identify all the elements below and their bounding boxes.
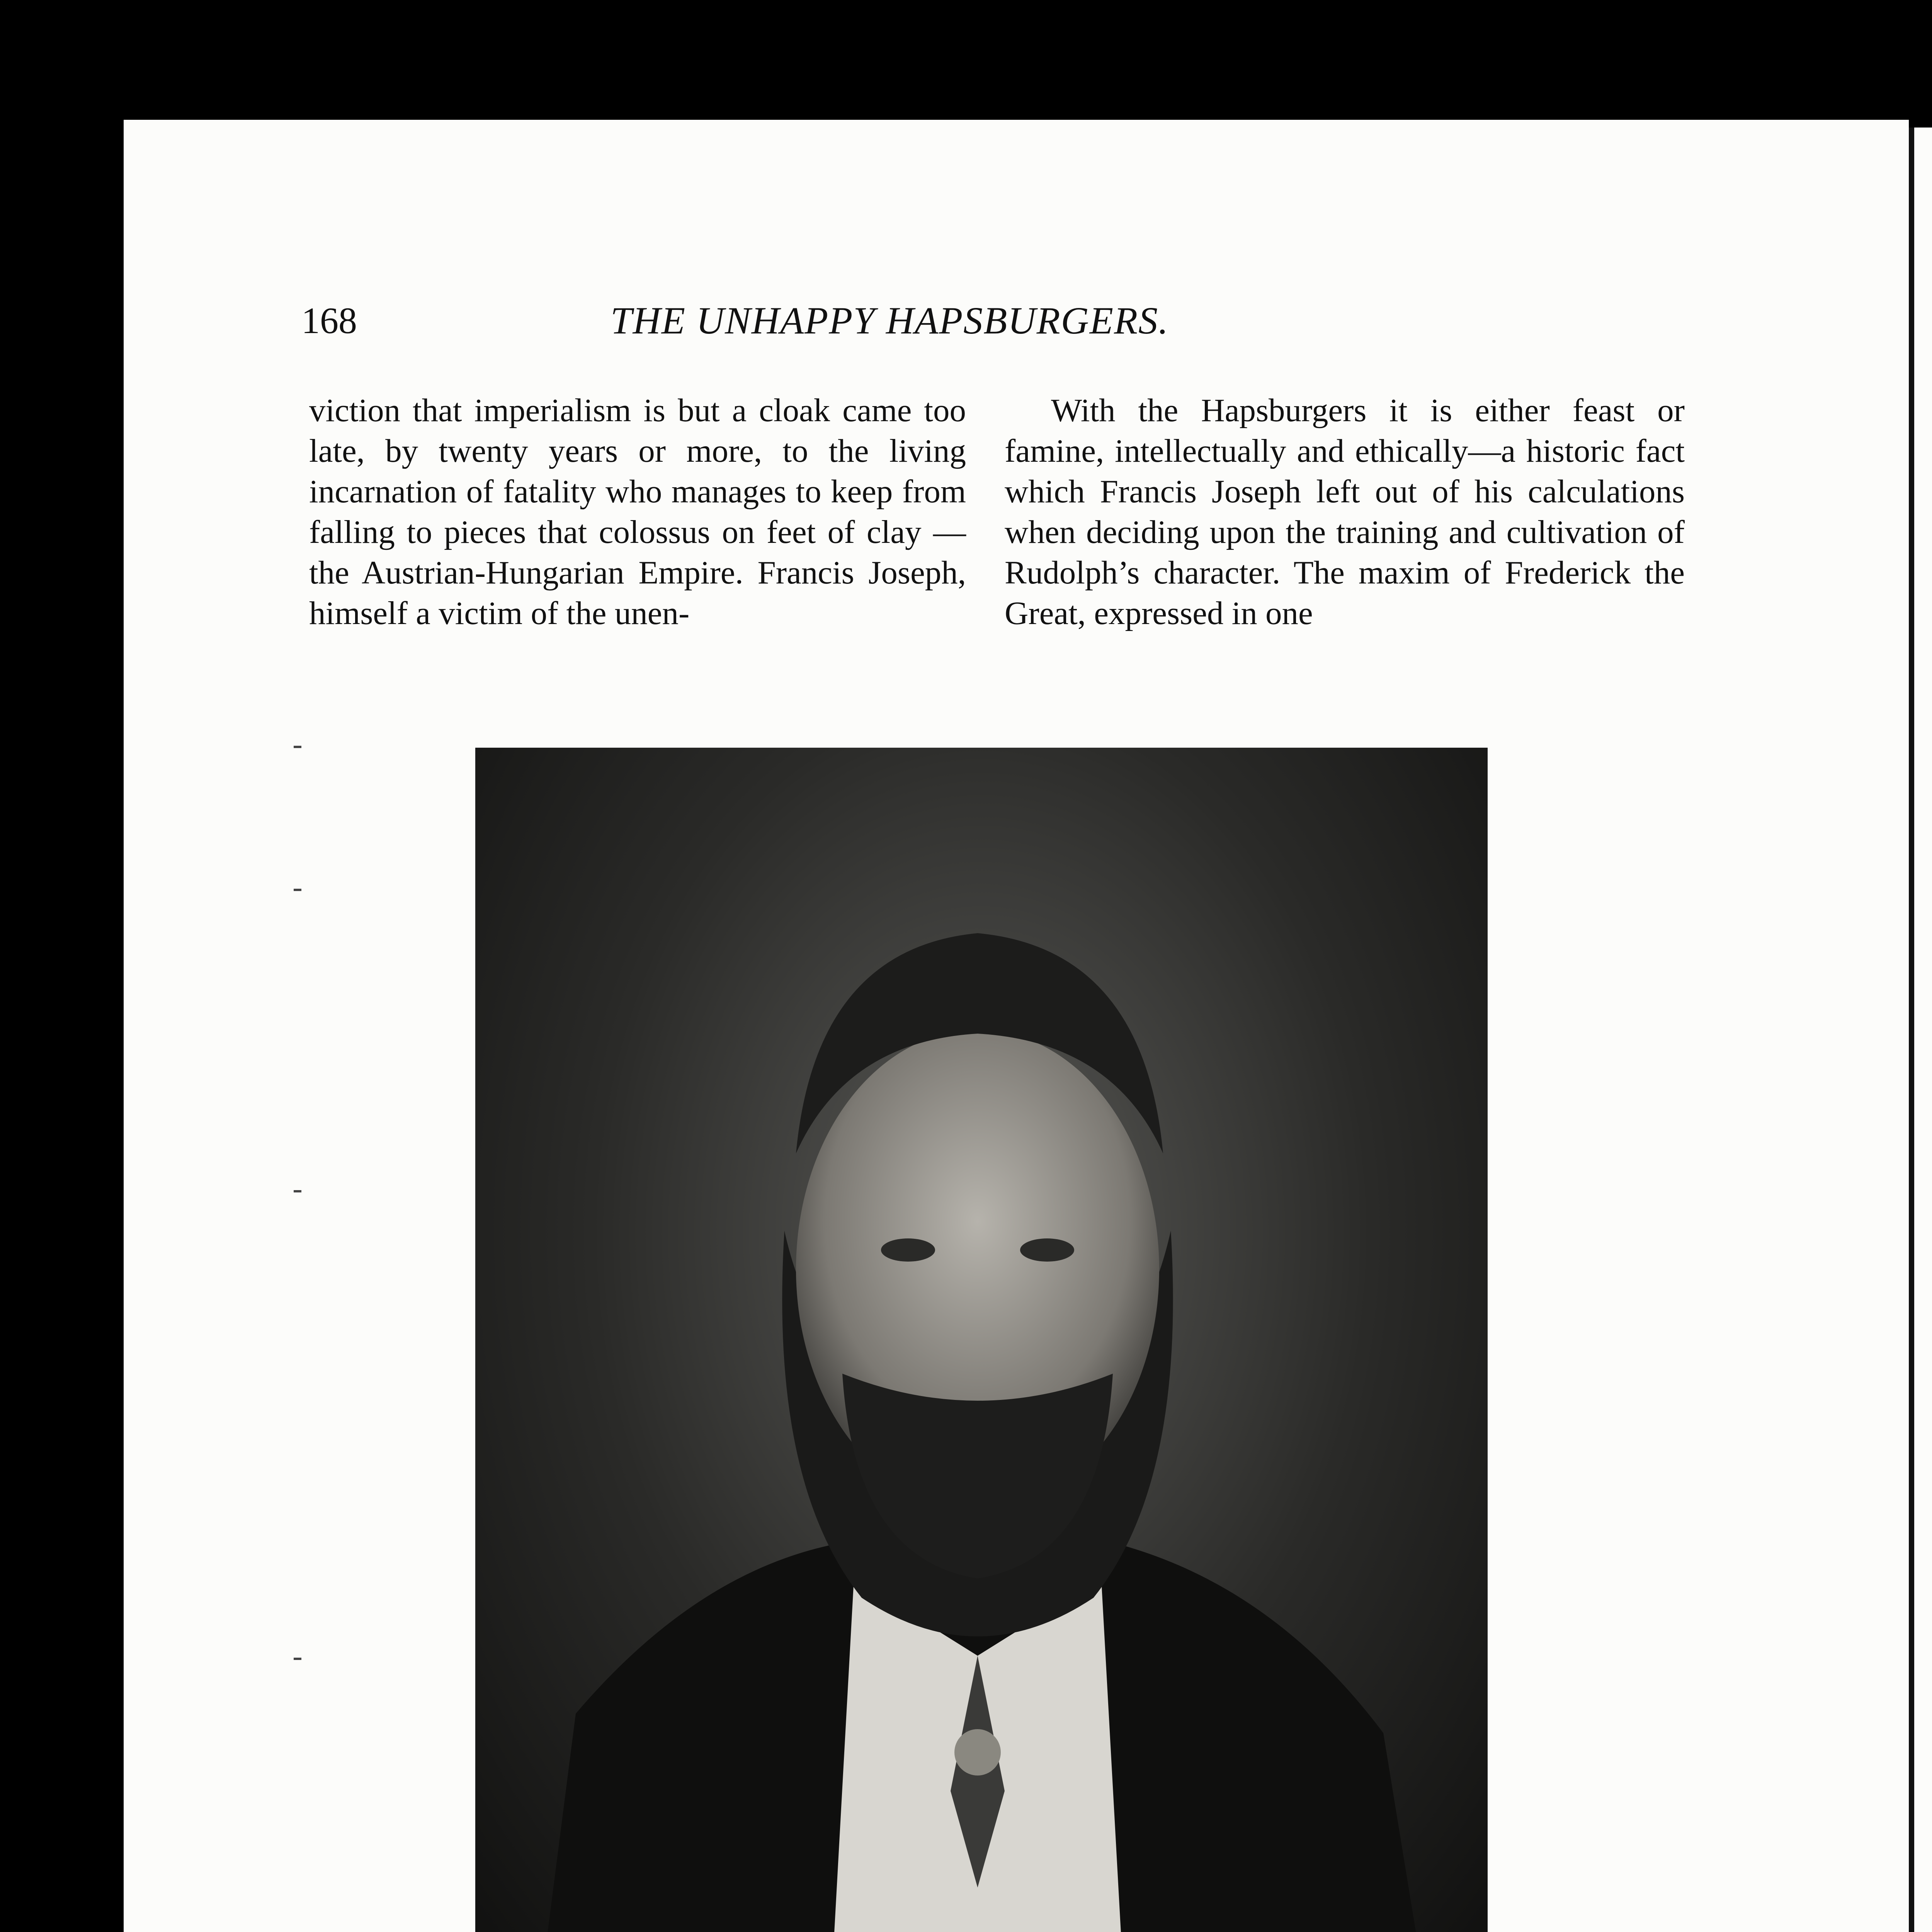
page-number: 168 <box>301 300 357 341</box>
running-head <box>301 298 1646 344</box>
next-page-edge <box>1909 128 1932 1932</box>
margin-mark <box>294 746 301 748</box>
portrait-illustration <box>475 748 1488 1932</box>
running-title: THE UNHAPPY HAPSBURGERS. <box>611 299 1169 342</box>
margin-mark <box>294 1190 301 1192</box>
text-column-top-right <box>1005 390 1685 634</box>
paragraph: With the Hapsburgers it is either feast or famine, intellectually and ethically—a historic fact which Francis Joseph left out of his calculations when deciding upon the training and cultivation of Rudolph’s character. The maxim of Frederick the Great, expressed in one <box>1005 392 1685 631</box>
margin-mark <box>294 1658 301 1660</box>
portrait-photograph <box>475 748 1488 1932</box>
margin-mark <box>294 889 301 891</box>
text-column-top-left <box>309 390 966 634</box>
paragraph: viction that imperialism is but a cloak came too late, by twenty years or more, to the living incarnation of fatality who manages to keep from falling to pieces that colossus on feet of clay —the Austrian-Hungarian Empire. Francis Joseph, himself a victim of the unen- <box>309 392 966 631</box>
